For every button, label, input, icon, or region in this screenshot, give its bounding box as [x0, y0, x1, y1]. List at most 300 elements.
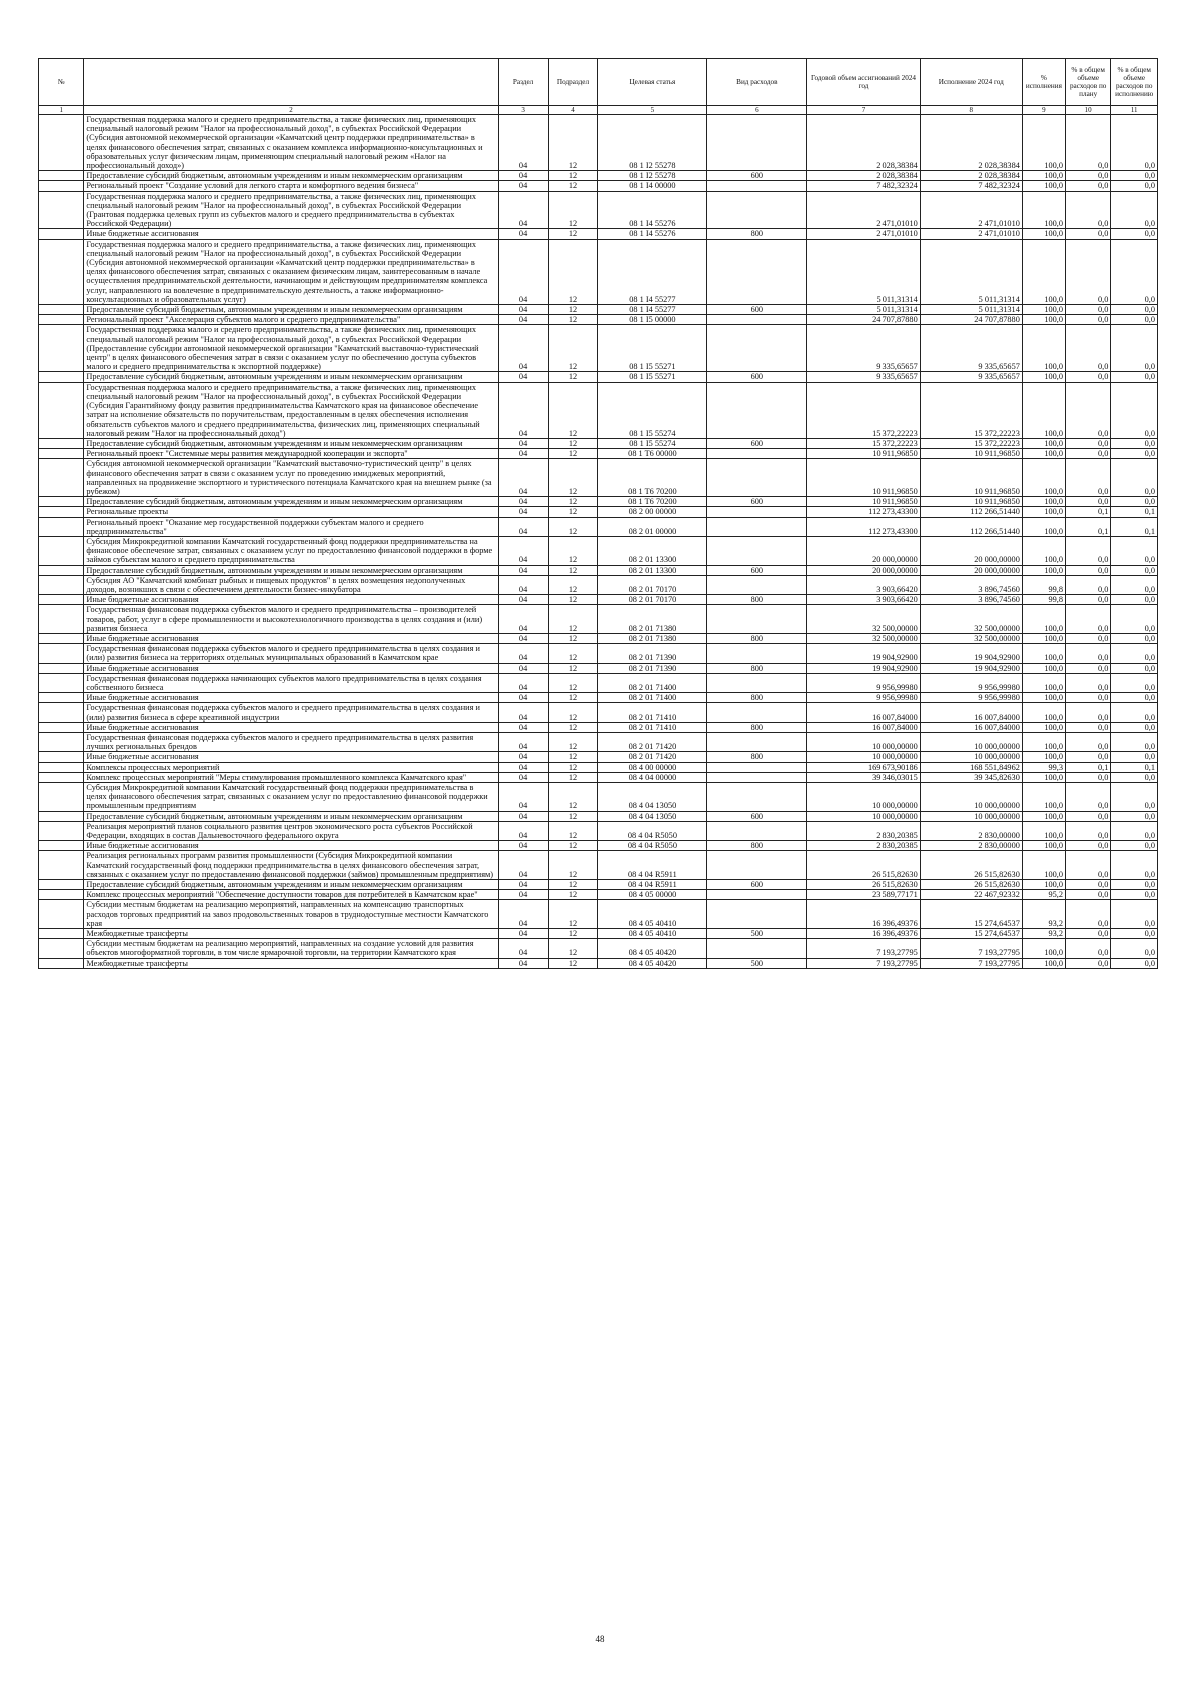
row-exec-cell: 112 266,51440 [920, 517, 1022, 536]
row-pct-cell: 99,3 [1022, 762, 1065, 772]
row-podrazdel-cell: 12 [548, 497, 598, 507]
row-vid-cell: 600 [707, 372, 807, 382]
table-row [39, 693, 1158, 703]
row-number-cell [39, 449, 84, 459]
col-num: 4 [548, 106, 598, 115]
header-no: № [39, 59, 84, 106]
row-exec-cell: 7 193,27795 [920, 939, 1022, 958]
row-podrazdel-cell: 12 [548, 239, 598, 304]
row-podrazdel-cell: 12 [548, 517, 598, 536]
table-row [39, 305, 1158, 315]
row-plan-cell: 19 904,92900 [807, 644, 920, 663]
row-number-cell [39, 851, 84, 880]
row-share-exec-cell: 0,0 [1111, 841, 1158, 851]
header-razdel: Раздел [498, 59, 548, 106]
table-row [39, 438, 1158, 448]
row-share-exec-cell: 0,0 [1111, 382, 1158, 438]
row-vid-cell [707, 644, 807, 663]
row-razdel-cell: 04 [498, 890, 548, 900]
row-name-cell: Комплексы процессных мероприятий [84, 762, 498, 772]
row-plan-cell: 10 000,00000 [807, 783, 920, 812]
row-plan-cell: 7 193,27795 [807, 939, 920, 958]
row-plan-cell: 2 028,38384 [807, 115, 920, 171]
col-num: 6 [707, 106, 807, 115]
row-plan-cell: 23 589,77171 [807, 890, 920, 900]
row-share-exec-cell: 0,0 [1111, 644, 1158, 663]
row-exec-cell: 10 911,96850 [920, 459, 1022, 497]
row-share-exec-cell: 0,0 [1111, 115, 1158, 171]
row-share-plan-cell: 0,0 [1065, 880, 1110, 890]
row-plan-cell: 16 396,49376 [807, 900, 920, 929]
row-vid-cell: 600 [707, 497, 807, 507]
table-row [39, 382, 1158, 438]
row-number-cell [39, 229, 84, 239]
header-share-exec: % в общем объеме расходов по исполнению [1111, 59, 1158, 106]
table-row [39, 449, 1158, 459]
row-share-exec-cell: 0,0 [1111, 575, 1158, 594]
header-vid: Вид расходов [707, 59, 807, 106]
row-share-plan-cell: 0,1 [1065, 507, 1110, 517]
header-podrazdel: Подраздел [548, 59, 598, 106]
row-exec-cell: 22 467,92332 [920, 890, 1022, 900]
row-target-cell: 08 2 01 71380 [598, 605, 707, 634]
row-vid-cell [707, 115, 807, 171]
row-plan-cell: 32 500,00000 [807, 605, 920, 634]
row-vid-cell: 800 [707, 722, 807, 732]
row-vid-cell [707, 517, 807, 536]
row-name-cell: Государственная финансовая поддержка субъектов малого и среднего предпринимательства в целях создания и (или) развития бизнеса в сфере креативной индустрии [84, 703, 498, 722]
table-row [39, 841, 1158, 851]
row-plan-cell: 39 346,03015 [807, 772, 920, 782]
row-razdel-cell: 04 [498, 644, 548, 663]
row-razdel-cell: 04 [498, 459, 548, 497]
row-target-cell: 08 1 I2 55278 [598, 171, 707, 181]
row-name-cell: Иные бюджетные ассигнования [84, 752, 498, 762]
row-vid-cell [707, 772, 807, 782]
row-pct-cell: 100,0 [1022, 507, 1065, 517]
row-name-cell: Государственная финансовая поддержка субъектов малого и среднего предпринимательства в целях создания и (или) развития бизнеса на территориях отдельных муниципальных образований в Камчатском крае [84, 644, 498, 663]
row-number-cell [39, 315, 84, 325]
row-share-plan-cell: 0,0 [1065, 939, 1110, 958]
page-number: 48 [595, 1634, 605, 1644]
row-target-cell: 08 2 00 00000 [598, 507, 707, 517]
row-share-exec-cell: 0,1 [1111, 507, 1158, 517]
row-share-plan-cell: 0,0 [1065, 663, 1110, 673]
table-row [39, 315, 1158, 325]
table-row [39, 783, 1158, 812]
row-number-cell [39, 595, 84, 605]
row-pct-cell: 100,0 [1022, 673, 1065, 692]
row-target-cell: 08 4 04 00000 [598, 772, 707, 782]
row-vid-cell [707, 703, 807, 722]
row-plan-cell: 112 273,43300 [807, 507, 920, 517]
row-pct-cell: 100,0 [1022, 497, 1065, 507]
row-number-cell [39, 783, 84, 812]
row-name-cell: Региональный проект "Оказание мер государственной поддержки субъектам малого и среднего предпринимательства" [84, 517, 498, 536]
row-podrazdel-cell: 12 [548, 575, 598, 594]
row-pct-cell: 100,0 [1022, 880, 1065, 890]
row-target-cell: 08 2 01 00000 [598, 517, 707, 536]
row-pct-cell: 100,0 [1022, 851, 1065, 880]
row-plan-cell: 10 000,00000 [807, 752, 920, 762]
row-share-exec-cell: 0,0 [1111, 772, 1158, 782]
row-number-cell [39, 239, 84, 304]
row-pct-cell: 100,0 [1022, 382, 1065, 438]
table-row [39, 890, 1158, 900]
col-num: 5 [598, 106, 707, 115]
row-pct-cell: 100,0 [1022, 958, 1065, 968]
row-razdel-cell: 04 [498, 693, 548, 703]
row-exec-cell: 10 000,00000 [920, 752, 1022, 762]
row-target-cell: 08 4 04 R5911 [598, 880, 707, 890]
row-razdel-cell: 04 [498, 772, 548, 782]
row-razdel-cell: 04 [498, 382, 548, 438]
row-podrazdel-cell: 12 [548, 315, 598, 325]
row-vid-cell: 800 [707, 633, 807, 643]
table-row [39, 536, 1158, 565]
row-number-cell [39, 900, 84, 929]
row-razdel-cell: 04 [498, 703, 548, 722]
row-podrazdel-cell: 12 [548, 382, 598, 438]
row-name-cell: Региональный проект "Акселерация субъектов малого и среднего предпринимательства" [84, 315, 498, 325]
row-plan-cell: 10 911,96850 [807, 449, 920, 459]
row-target-cell: 08 1 I4 55277 [598, 305, 707, 315]
row-exec-cell: 7 482,32324 [920, 181, 1022, 191]
header-target: Целевая статья [598, 59, 707, 106]
row-podrazdel-cell: 12 [548, 115, 598, 171]
row-vid-cell: 800 [707, 595, 807, 605]
row-number-cell [39, 115, 84, 171]
budget-table [38, 58, 1158, 969]
row-target-cell: 08 1 I5 55274 [598, 382, 707, 438]
row-pct-cell: 100,0 [1022, 305, 1065, 315]
row-pct-cell: 100,0 [1022, 644, 1065, 663]
row-target-cell: 08 2 01 70170 [598, 575, 707, 594]
row-share-plan-cell: 0,0 [1065, 722, 1110, 732]
row-vid-cell [707, 575, 807, 594]
row-pct-cell: 100,0 [1022, 821, 1065, 840]
table-row [39, 115, 1158, 171]
row-share-exec-cell: 0,0 [1111, 939, 1158, 958]
row-plan-cell: 9 956,99980 [807, 673, 920, 692]
row-pct-cell: 100,0 [1022, 703, 1065, 722]
table-row [39, 733, 1158, 752]
table-row [39, 958, 1158, 968]
row-podrazdel-cell: 12 [548, 958, 598, 968]
row-plan-cell: 20 000,00000 [807, 565, 920, 575]
row-pct-cell: 100,0 [1022, 565, 1065, 575]
row-plan-cell: 10 911,96850 [807, 497, 920, 507]
row-target-cell: 08 1 T6 70200 [598, 459, 707, 497]
row-razdel-cell: 04 [498, 633, 548, 643]
row-number-cell [39, 880, 84, 890]
row-name-cell: Комплекс процессных мероприятий "Обеспечение доступности товаров для потребителей в Камчатском крае" [84, 890, 498, 900]
table-row [39, 171, 1158, 181]
row-share-exec-cell: 0,0 [1111, 171, 1158, 181]
table-row [39, 517, 1158, 536]
row-share-exec-cell: 0,0 [1111, 958, 1158, 968]
row-plan-cell: 9 956,99980 [807, 693, 920, 703]
row-share-plan-cell: 0,1 [1065, 517, 1110, 536]
col-num: 9 [1022, 106, 1065, 115]
row-name-cell: Государственная поддержка малого и среднего предпринимательства, а также физических лиц, применяющих специальный налоговый режим "Налог на профессиональный доход", в субъектах Российской Федерации (Предоставление субсидии автономной некоммерческой организации "Камчатский выставочно-туристический центр" в целях финансового обеспечения затрат в связи с оказанием услуг по обеспечению доступа субъектов малого и среднего предпринимательства к экспортной поддержке) [84, 325, 498, 372]
row-razdel-cell: 04 [498, 958, 548, 968]
row-vid-cell [707, 673, 807, 692]
row-vid-cell [707, 733, 807, 752]
row-razdel-cell: 04 [498, 438, 548, 448]
row-share-plan-cell: 0,0 [1065, 841, 1110, 851]
row-name-cell: Государственная поддержка малого и среднего предпринимательства, а также физических лиц, применяющих специальный налоговый режим "Налог на профессиональный доход", в субъектах Российской Федерации (Субсидия автономной некоммерческой организации «Камчатский центр поддержки предпринимательства» в целях финансового обеспечения затрат, связанных с оказанием физическим лицам, заинтересованным в начале осуществления предпринимательской деятельности, начинающим и действующим предпринимателям комплекса услуг, направленного на вовлечение в предпринимательскую деятельность, а также информационно-консультационных и образовательных услуг) [84, 239, 498, 304]
row-target-cell: 08 2 01 71380 [598, 633, 707, 643]
row-podrazdel-cell: 12 [548, 772, 598, 782]
table-row [39, 181, 1158, 191]
row-vid-cell [707, 459, 807, 497]
row-razdel-cell: 04 [498, 239, 548, 304]
row-plan-cell: 10 000,00000 [807, 811, 920, 821]
row-podrazdel-cell: 12 [548, 693, 598, 703]
row-exec-cell: 24 707,87880 [920, 315, 1022, 325]
row-razdel-cell: 04 [498, 191, 548, 229]
row-target-cell: 08 2 01 71410 [598, 703, 707, 722]
row-number-cell [39, 438, 84, 448]
row-number-cell [39, 575, 84, 594]
row-vid-cell [707, 181, 807, 191]
row-share-plan-cell: 0,0 [1065, 315, 1110, 325]
header-name [84, 59, 498, 106]
row-pct-cell: 100,0 [1022, 811, 1065, 821]
row-name-cell: Субсидия АО "Камчатский комбинат рыбных и пищевых продуктов" в целях возмещения недополученных доходов, возникших в связи с обеспечением деятельности бизнес-инкубатора [84, 575, 498, 594]
row-number-cell [39, 703, 84, 722]
table-row [39, 752, 1158, 762]
row-razdel-cell: 04 [498, 783, 548, 812]
row-number-cell [39, 536, 84, 565]
table-row [39, 811, 1158, 821]
row-target-cell: 08 1 I2 55278 [598, 115, 707, 171]
row-share-exec-cell: 0,0 [1111, 325, 1158, 372]
row-name-cell: Субсидия Микрокредитной компании Камчатский государственный фонд поддержки предпринимательства на финансовое обеспечение затрат, связанных с оказанием услуг по предоставлению финансовой поддержки в форме займов субъектам малого и среднего предпринимательства [84, 536, 498, 565]
row-share-exec-cell: 0,0 [1111, 900, 1158, 929]
row-razdel-cell: 04 [498, 939, 548, 958]
table-row [39, 565, 1158, 575]
row-name-cell: Межбюджетные трансферты [84, 958, 498, 968]
row-plan-cell: 10 911,96850 [807, 459, 920, 497]
row-number-cell [39, 958, 84, 968]
row-exec-cell: 10 911,96850 [920, 449, 1022, 459]
row-pct-cell: 95,2 [1022, 890, 1065, 900]
row-plan-cell: 26 515,82630 [807, 851, 920, 880]
row-name-cell: Субсидии местным бюджетам на реализацию мероприятий, направленных на компенсацию транспортных расходов торговых предприятий на завоз продовольственных товаров в труднодоступные местности Камчатского края [84, 900, 498, 929]
row-pct-cell: 100,0 [1022, 315, 1065, 325]
row-number-cell [39, 517, 84, 536]
row-plan-cell: 15 372,22223 [807, 438, 920, 448]
table-row [39, 239, 1158, 304]
row-pct-cell: 100,0 [1022, 325, 1065, 372]
row-name-cell: Государственная поддержка малого и среднего предпринимательства, а также физических лиц, применяющих специальный налоговый режим "Налог на профессиональный доход", в субъектах Российской Федерации (Субсидия автономной некоммерческой организации «Камчатский центр поддержки предпринимательства» в целях финансового обеспечения затрат, связанных с оказанием комплекса информационно-консультационных и образовательных услуг физическим лицам, применяющим специальный налоговый режим «Налог на профессиональный доход») [84, 115, 498, 171]
row-share-exec-cell: 0,0 [1111, 929, 1158, 939]
row-target-cell: 08 2 01 71390 [598, 663, 707, 673]
row-razdel-cell: 04 [498, 605, 548, 634]
row-number-cell [39, 821, 84, 840]
row-number-cell [39, 693, 84, 703]
row-podrazdel-cell: 12 [548, 811, 598, 821]
row-pct-cell: 100,0 [1022, 181, 1065, 191]
row-share-plan-cell: 0,0 [1065, 703, 1110, 722]
row-exec-cell: 15 274,64537 [920, 900, 1022, 929]
row-exec-cell: 39 345,82630 [920, 772, 1022, 782]
row-exec-cell: 26 515,82630 [920, 851, 1022, 880]
table-row [39, 325, 1158, 372]
row-vid-cell [707, 325, 807, 372]
row-target-cell: 08 2 01 71420 [598, 752, 707, 762]
row-vid-cell: 600 [707, 305, 807, 315]
table-row [39, 880, 1158, 890]
row-razdel-cell: 04 [498, 449, 548, 459]
row-exec-cell: 10 000,00000 [920, 733, 1022, 752]
row-pct-cell: 100,0 [1022, 841, 1065, 851]
row-name-cell: Государственная поддержка малого и среднего предпринимательства, а также физических лиц, применяющих специальный налоговый режим "Налог на профессиональный доход", в субъектах Российской Федерации (Субсидия Гарантийному фонду развития предпринимательства Камчатского края на финансовое обеспечение затрат на исполнение обязательств по поручительствам, предоставленным в целях обеспечения исполнения обязательств субъектов малого и среднего предпринимательства, физических лиц, применяющих специальный налоговый режим "Налог на профессиональный доход") [84, 382, 498, 438]
row-number-cell [39, 305, 84, 315]
row-pct-cell: 100,0 [1022, 693, 1065, 703]
row-share-plan-cell: 0,0 [1065, 171, 1110, 181]
row-name-cell: Иные бюджетные ассигнования [84, 595, 498, 605]
row-share-plan-cell: 0,0 [1065, 181, 1110, 191]
row-exec-cell: 32 500,00000 [920, 605, 1022, 634]
row-plan-cell: 2 830,20385 [807, 821, 920, 840]
row-target-cell: 08 1 I4 00000 [598, 181, 707, 191]
row-podrazdel-cell: 12 [548, 449, 598, 459]
row-name-cell: Предоставление субсидий бюджетным, автономным учреждениям и иным некоммерческим организациям [84, 811, 498, 821]
row-share-plan-cell: 0,0 [1065, 497, 1110, 507]
table-row [39, 673, 1158, 692]
row-share-exec-cell: 0,0 [1111, 239, 1158, 304]
row-pct-cell: 100,0 [1022, 783, 1065, 812]
row-share-plan-cell: 0,0 [1065, 575, 1110, 594]
row-number-cell [39, 605, 84, 634]
row-plan-cell: 20 000,00000 [807, 536, 920, 565]
row-target-cell: 08 1 I5 55271 [598, 372, 707, 382]
table-row [39, 229, 1158, 239]
row-vid-cell: 800 [707, 663, 807, 673]
row-share-exec-cell: 0,0 [1111, 305, 1158, 315]
row-pct-cell: 100,0 [1022, 536, 1065, 565]
row-target-cell: 08 1 T6 00000 [598, 449, 707, 459]
row-pct-cell: 100,0 [1022, 372, 1065, 382]
header-pct: % исполнения [1022, 59, 1065, 106]
row-razdel-cell: 04 [498, 536, 548, 565]
row-share-exec-cell: 0,0 [1111, 880, 1158, 890]
row-share-exec-cell: 0,0 [1111, 372, 1158, 382]
col-num: 10 [1065, 106, 1110, 115]
row-vid-cell [707, 239, 807, 304]
row-name-cell: Предоставление субсидий бюджетным, автономным учреждениям и иным некоммерческим организациям [84, 372, 498, 382]
table-row [39, 497, 1158, 507]
col-num: 1 [39, 106, 84, 115]
row-vid-cell: 800 [707, 229, 807, 239]
row-exec-cell: 5 011,31314 [920, 239, 1022, 304]
row-podrazdel-cell: 12 [548, 595, 598, 605]
row-podrazdel-cell: 12 [548, 372, 598, 382]
row-razdel-cell: 04 [498, 900, 548, 929]
row-podrazdel-cell: 12 [548, 459, 598, 497]
row-number-cell [39, 929, 84, 939]
row-plan-cell: 2 830,20385 [807, 841, 920, 851]
row-razdel-cell: 04 [498, 821, 548, 840]
table-row [39, 900, 1158, 929]
row-exec-cell: 9 956,99980 [920, 693, 1022, 703]
row-razdel-cell: 04 [498, 517, 548, 536]
row-pct-cell: 100,0 [1022, 772, 1065, 782]
row-target-cell: 08 1 I5 55274 [598, 438, 707, 448]
row-razdel-cell: 04 [498, 325, 548, 372]
row-podrazdel-cell: 12 [548, 929, 598, 939]
row-share-exec-cell: 0,1 [1111, 762, 1158, 772]
header-annual: Годовой объем ассигнований 2024 год [807, 59, 920, 106]
row-name-cell: Государственная поддержка малого и среднего предпринимательства, а также физических лиц, применяющих специальный налоговый режим "Налог на профессиональный доход", в субъектах Российской Федерации (Грантовая поддержка целевых групп из субъектов малого и среднего предпринимательства в субъектах Российской Федерации) [84, 191, 498, 229]
row-name-cell: Реализация мероприятий планов социального развития центров экономического роста субъектов Российской Федерации, входящих в состав Дальневосточного федерального округа [84, 821, 498, 840]
row-share-plan-cell: 0,0 [1065, 929, 1110, 939]
row-target-cell: 08 2 01 71400 [598, 693, 707, 703]
row-target-cell: 08 1 I4 55276 [598, 229, 707, 239]
row-exec-cell: 2 830,00000 [920, 841, 1022, 851]
row-vid-cell: 600 [707, 438, 807, 448]
row-number-cell [39, 811, 84, 821]
row-target-cell: 08 1 I5 55271 [598, 325, 707, 372]
row-exec-cell: 32 500,00000 [920, 633, 1022, 643]
row-target-cell: 08 4 04 13050 [598, 811, 707, 821]
table-row [39, 372, 1158, 382]
row-share-exec-cell: 0,0 [1111, 191, 1158, 229]
row-razdel-cell: 04 [498, 762, 548, 772]
row-share-plan-cell: 0,0 [1065, 733, 1110, 752]
row-exec-cell: 9 335,65657 [920, 325, 1022, 372]
row-vid-cell [707, 939, 807, 958]
row-share-plan-cell: 0,0 [1065, 449, 1110, 459]
row-target-cell: 08 2 01 71390 [598, 644, 707, 663]
row-number-cell [39, 772, 84, 782]
row-exec-cell: 20 000,00000 [920, 565, 1022, 575]
row-exec-cell: 26 515,82630 [920, 880, 1022, 890]
row-vid-cell [707, 382, 807, 438]
row-target-cell: 08 4 00 00000 [598, 762, 707, 772]
row-plan-cell: 7 482,32324 [807, 181, 920, 191]
row-share-plan-cell: 0,0 [1065, 890, 1110, 900]
row-exec-cell: 2 471,01010 [920, 229, 1022, 239]
row-pct-cell: 100,0 [1022, 722, 1065, 732]
row-plan-cell: 16 007,84000 [807, 703, 920, 722]
row-vid-cell: 600 [707, 171, 807, 181]
row-share-plan-cell: 0,0 [1065, 382, 1110, 438]
row-pct-cell: 100,0 [1022, 115, 1065, 171]
row-exec-cell: 19 904,92900 [920, 644, 1022, 663]
row-podrazdel-cell: 12 [548, 900, 598, 929]
row-pct-cell: 93,2 [1022, 929, 1065, 939]
row-number-cell [39, 372, 84, 382]
row-share-exec-cell: 0,0 [1111, 449, 1158, 459]
row-vid-cell: 600 [707, 880, 807, 890]
row-number-cell [39, 633, 84, 643]
table-row [39, 929, 1158, 939]
row-number-cell [39, 325, 84, 372]
row-vid-cell: 500 [707, 929, 807, 939]
row-share-exec-cell: 0,0 [1111, 821, 1158, 840]
row-share-exec-cell: 0,0 [1111, 565, 1158, 575]
row-name-cell: Предоставление субсидий бюджетным, автономным учреждениям и иным некоммерческим организациям [84, 880, 498, 890]
row-podrazdel-cell: 12 [548, 565, 598, 575]
row-podrazdel-cell: 12 [548, 821, 598, 840]
row-exec-cell: 19 904,92900 [920, 663, 1022, 673]
row-share-exec-cell: 0,0 [1111, 890, 1158, 900]
table-row [39, 459, 1158, 497]
